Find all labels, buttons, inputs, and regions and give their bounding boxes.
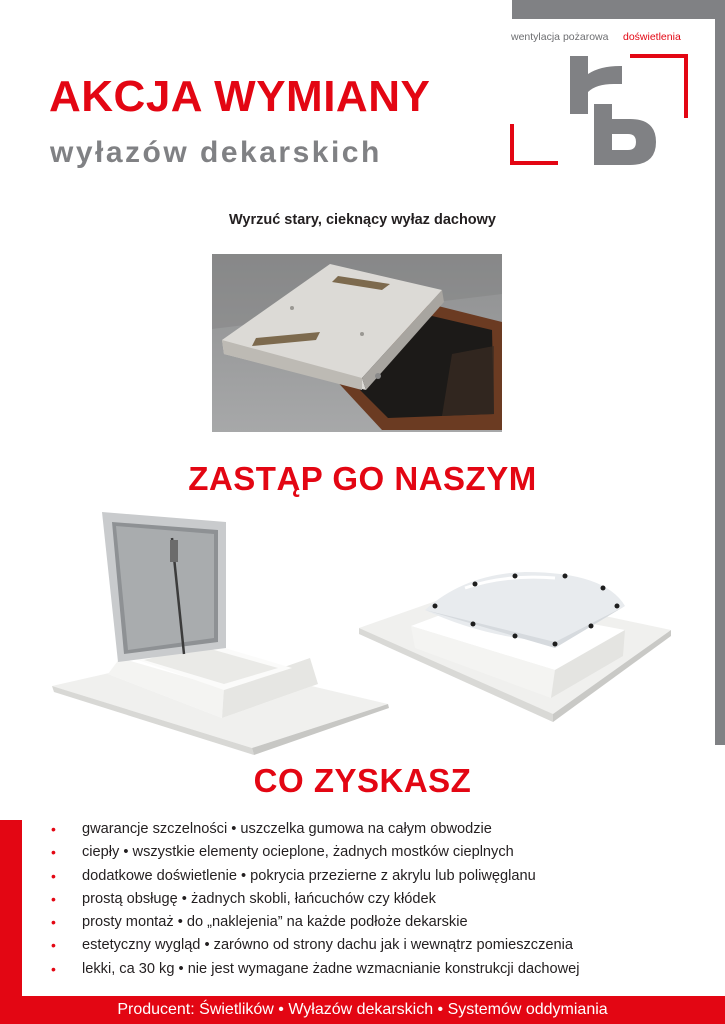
list-item bbox=[50, 958, 580, 981]
new-roof-hatch-photo bbox=[48, 508, 390, 756]
benefit-text: estetyczny wygląd • zarówno od strony dachu jak i wewnątrz pomieszczenia bbox=[82, 937, 573, 954]
main-subtitle: wyłazów dekarskich bbox=[50, 136, 382, 169]
benefits-list bbox=[50, 818, 580, 981]
lead-text: Wyrzuć stary, cieknący wyłaz dachowy bbox=[228, 212, 497, 228]
bullet: • bbox=[51, 960, 56, 977]
gain-heading: CO ZYSKASZ bbox=[253, 762, 472, 799]
old-roof-hatch-photo bbox=[212, 254, 502, 432]
bullet: • bbox=[51, 937, 56, 954]
benefit-text: prosty montaż • do „naklejenia” na każde podłoże dekarskie bbox=[82, 914, 468, 931]
logo-tag-ventilation: wentylacja pożarowa bbox=[511, 31, 609, 43]
list-item bbox=[50, 841, 580, 864]
grey-frame-top bbox=[512, 0, 725, 19]
list-item bbox=[50, 888, 580, 911]
bullet: • bbox=[51, 821, 56, 837]
list-item bbox=[50, 934, 580, 957]
list-item bbox=[50, 865, 580, 888]
logo-tag-daylight: doświetlenia bbox=[623, 31, 681, 43]
dome-skylight-photo bbox=[355, 566, 675, 741]
list-item bbox=[50, 818, 580, 841]
bullet: • bbox=[51, 914, 56, 931]
benefit-text: gwarancje szczelności • uszczelka gumowa na całym obwodzie bbox=[82, 821, 492, 837]
rb-logo bbox=[510, 44, 690, 169]
red-accent-bar bbox=[0, 820, 22, 1024]
replace-heading: ZASTĄP GO NASZYM bbox=[188, 460, 537, 497]
main-title: AKCJA WYMIANY bbox=[49, 72, 431, 121]
bullet: • bbox=[51, 844, 56, 861]
bullet: • bbox=[51, 867, 56, 884]
list-item bbox=[50, 911, 580, 934]
benefit-text: dodatkowe doświetlenie • pokrycia przezierne z akrylu lub poliwęglanu bbox=[82, 867, 536, 884]
bullet: • bbox=[51, 890, 56, 907]
benefit-text: lekki, ca 30 kg • nie jest wymagane żadne wzmacnianie konstrukcji dachowej bbox=[82, 960, 580, 977]
benefit-text: ciepły • wszystkie elementy ocieplone, żadnych mostków cieplnych bbox=[82, 844, 514, 861]
benefit-text: prostą obsługę • żadnych skobli, łańcuchów czy kłódek bbox=[82, 890, 436, 907]
grey-frame-right bbox=[715, 0, 725, 745]
footer-text: Producent: Świetlików • Wyłazów dekarskich • Systemów oddymiania bbox=[117, 1001, 608, 1018]
